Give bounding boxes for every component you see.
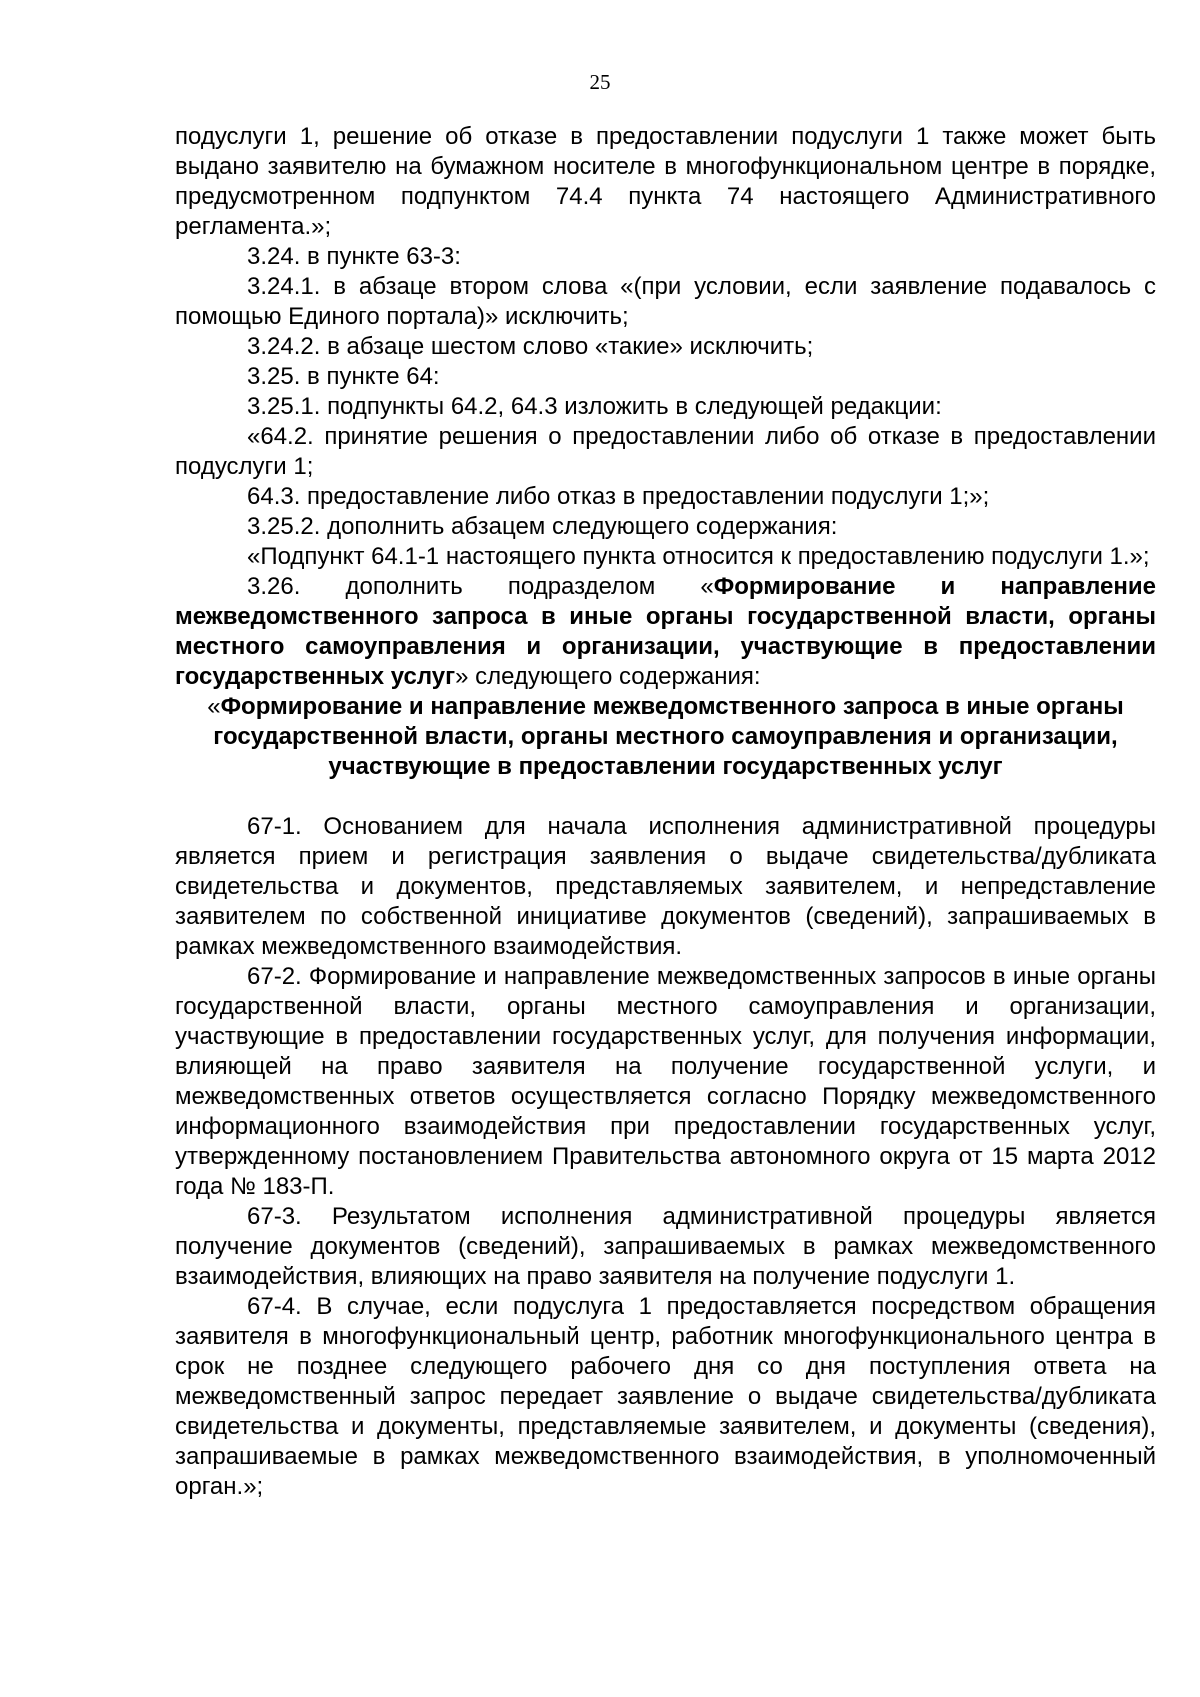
blank-line	[175, 782, 1156, 812]
paragraph-64-3: 64.3. предоставление либо отказ в предоставлении подуслуги 1;»;	[247, 483, 990, 510]
page-number: 25	[589, 70, 611, 94]
document-body	[175, 122, 1156, 1502]
paragraph-3-24-2: 3.24.2. в абзаце шестом слово «такие» исключить;	[247, 333, 814, 360]
paragraph-3-24: 3.24. в пункте 63-3:	[247, 243, 461, 270]
paragraph-3-25: 3.25. в пункте 64:	[247, 363, 440, 390]
paragraph-3-26-subsection-name: Формирование и направление межведомственного запроса в иные органы государственной власти, органы местного самоуправления и организации, участвующие в предоставлении государственных услуг	[175, 573, 1156, 690]
paragraph-67-3: 67-3. Результатом исполнения административной процедуры является получение документов (сведений), запрашиваемых в рамках межведомственного взаимодействия, влияющих на право заявителя на получение подуслуги 1.	[175, 1203, 1156, 1290]
paragraph-67-1: 67-1. Основанием для начала исполнения административной процедуры является прием и регистрация заявления о выдаче свидетельства/дубликата свидетельства и документов, представляемых заявителем, и непредставление заявителем по собственной инициативе документов (сведений), запрашиваемых в рамках межведомственного взаимодействия.	[175, 813, 1156, 960]
section-title-text: Формирование и направление межведомственного запроса в иные органы государственной власти, органы местного самоуправления и организации, участвующие в предоставлении государственных услуг	[213, 693, 1124, 780]
paragraph-67-4: 67-4. В случае, если подуслуга 1 предоставляется посредством обращения заявителя в многофункциональный центр, работник многофункционального центра в срок не позднее следующего рабочего дня со дня поступления ответа на межведомственный запрос передает заявление о выдаче свидетельства/дубликата свидетельства и документы, представляемые заявителем, и документы (сведения), запрашиваемые в рамках межведомственного взаимодействия, в уполномоченный орган.»;	[175, 1293, 1156, 1500]
paragraph-subpoint-64-1-1: «Подпункт 64.1-1 настоящего пункта относится к предоставлению подуслуги 1.»;	[247, 543, 1150, 570]
paragraph-3-26-suffix: » следующего содержания:	[455, 663, 761, 690]
section-title	[175, 692, 1156, 782]
paragraph-3-26	[175, 572, 1156, 692]
paragraph-3-25-2: 3.25.2. дополнить абзацем следующего содержания:	[247, 513, 838, 540]
section-title-quote: «	[207, 693, 221, 720]
paragraph-continuation: подуслуги 1, решение об отказе в предоставлении подуслуги 1 также может быть выдано заявителю на бумажном носителе в многофункциональном центре в порядке, предусмотренном подпунктом 74.4 пункта 74 настоящего Административного регламента.»;	[175, 123, 1156, 240]
paragraph-3-25-1: 3.25.1. подпункты 64.2, 64.3 изложить в следующей редакции:	[247, 393, 942, 420]
paragraph-67-2: 67-2. Формирование и направление межведомственных запросов в иные органы государственной власти, органы местного самоуправления и организации, участвующие в предоставлении государственных услуг, для получения информации, влияющей на право заявителя на получение государственной услуги, и межведомственных ответов осуществляется согласно Порядку межведомственного информационного взаимодействия при предоставлении государственных услуг, утвержденному постановлением Правительства автономного округа от 15 марта 2012 года № 183-П.	[175, 963, 1156, 1200]
paragraph-3-24-1: 3.24.1. в абзаце втором слова «(при условии, если заявление подавалось с помощью Единого портала)» исключить;	[175, 273, 1156, 330]
paragraph-3-26-prefix: 3.26. дополнить подразделом «	[247, 573, 714, 600]
paragraph-64-2: «64.2. принятие решения о предоставлении либо об отказе в предоставлении подуслуги 1;	[175, 423, 1156, 480]
